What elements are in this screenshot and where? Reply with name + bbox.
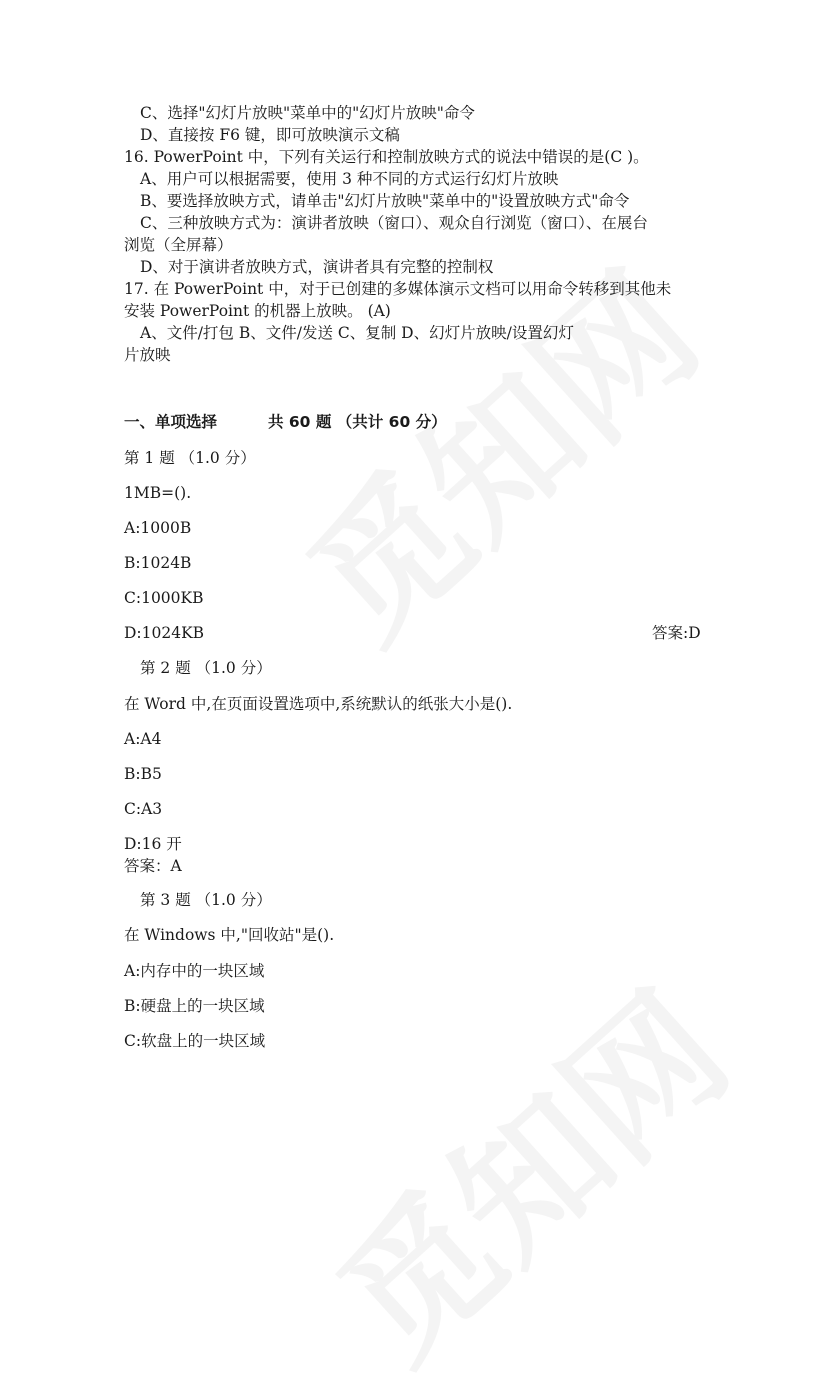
option-text-line: C、三种放映方式为：演讲者放映（窗口）、观众自行浏览（窗口）、在展台 [140,214,648,232]
option-text-line: 片放映 [124,346,171,364]
option-text-line: B、要选择放映方式，请单击"幻灯片放映"菜单中的"设置放映方式"命令 [140,192,630,210]
option-text-line: C、选择"幻灯片放映"菜单中的"幻灯片放映"命令 [140,104,475,122]
question-17-stem-cont: 安装 PowerPoint 的机器上放映。 (A) [124,302,391,320]
q1-question: 1MB=(). [124,484,192,502]
q3-option-b: B:硬盘上的一块区域 [124,997,265,1015]
q3-option-a: A:内存中的一块区域 [124,962,265,980]
q2-question: 在 Word 中,在页面设置选项中,系统默认的纸张大小是(). [124,695,513,713]
q3-option-c: C:软盘上的一块区域 [124,1032,266,1050]
q1-option-c: C:1000KB [124,589,204,607]
question-17-stem: 17. 在 PowerPoint 中，对于已创建的多媒体演示文档可以用命令转移到其他未 [124,280,672,298]
section-title: 一、单项选择 [124,413,218,431]
q2-answer: 答案：A [124,857,182,875]
q1-option-b: B:1024B [124,554,192,572]
q2-option-a: A:A4 [124,730,162,748]
q1-option-d: D:1024KB [124,624,205,642]
watermark-bottom [286,937,765,1399]
q1-option-a: A:1000B [124,519,192,537]
q3-question: 在 Windows 中,"回收站"是(). [124,926,335,944]
option-text-line: 浏览（全屏幕） [124,236,233,254]
q1-answer: 答案:D [652,624,701,642]
option-text-line: D、对于演讲者放映方式，演讲者具有完整的控制权 [140,258,494,276]
option-text-line: A、文件/打包 B、文件/发送 C、复制 D、幻灯片放映/设置幻灯 [140,324,574,342]
q2-option-b: B:B5 [124,765,162,783]
q3-header: 第 3 题 （1.0 分） [140,891,272,909]
section-summary: 共 60 题 （共计 60 分） [268,413,447,431]
q2-option-d: D:16 开 [124,835,182,853]
option-text-line: A、用户可以根据需要，使用 3 种不同的方式运行幻灯片放映 [140,170,559,188]
question-16-stem: 16. PowerPoint 中，下列有关运行和控制放映方式的说法中错误的是(C )。 [124,148,649,166]
q1-header: 第 1 题 （1.0 分） [124,449,256,467]
q2-option-c: C:A3 [124,800,163,818]
option-text-line: D、直接按 F6 键，即可放映演示文稿 [140,126,400,144]
q2-header: 第 2 题 （1.0 分） [140,659,272,677]
